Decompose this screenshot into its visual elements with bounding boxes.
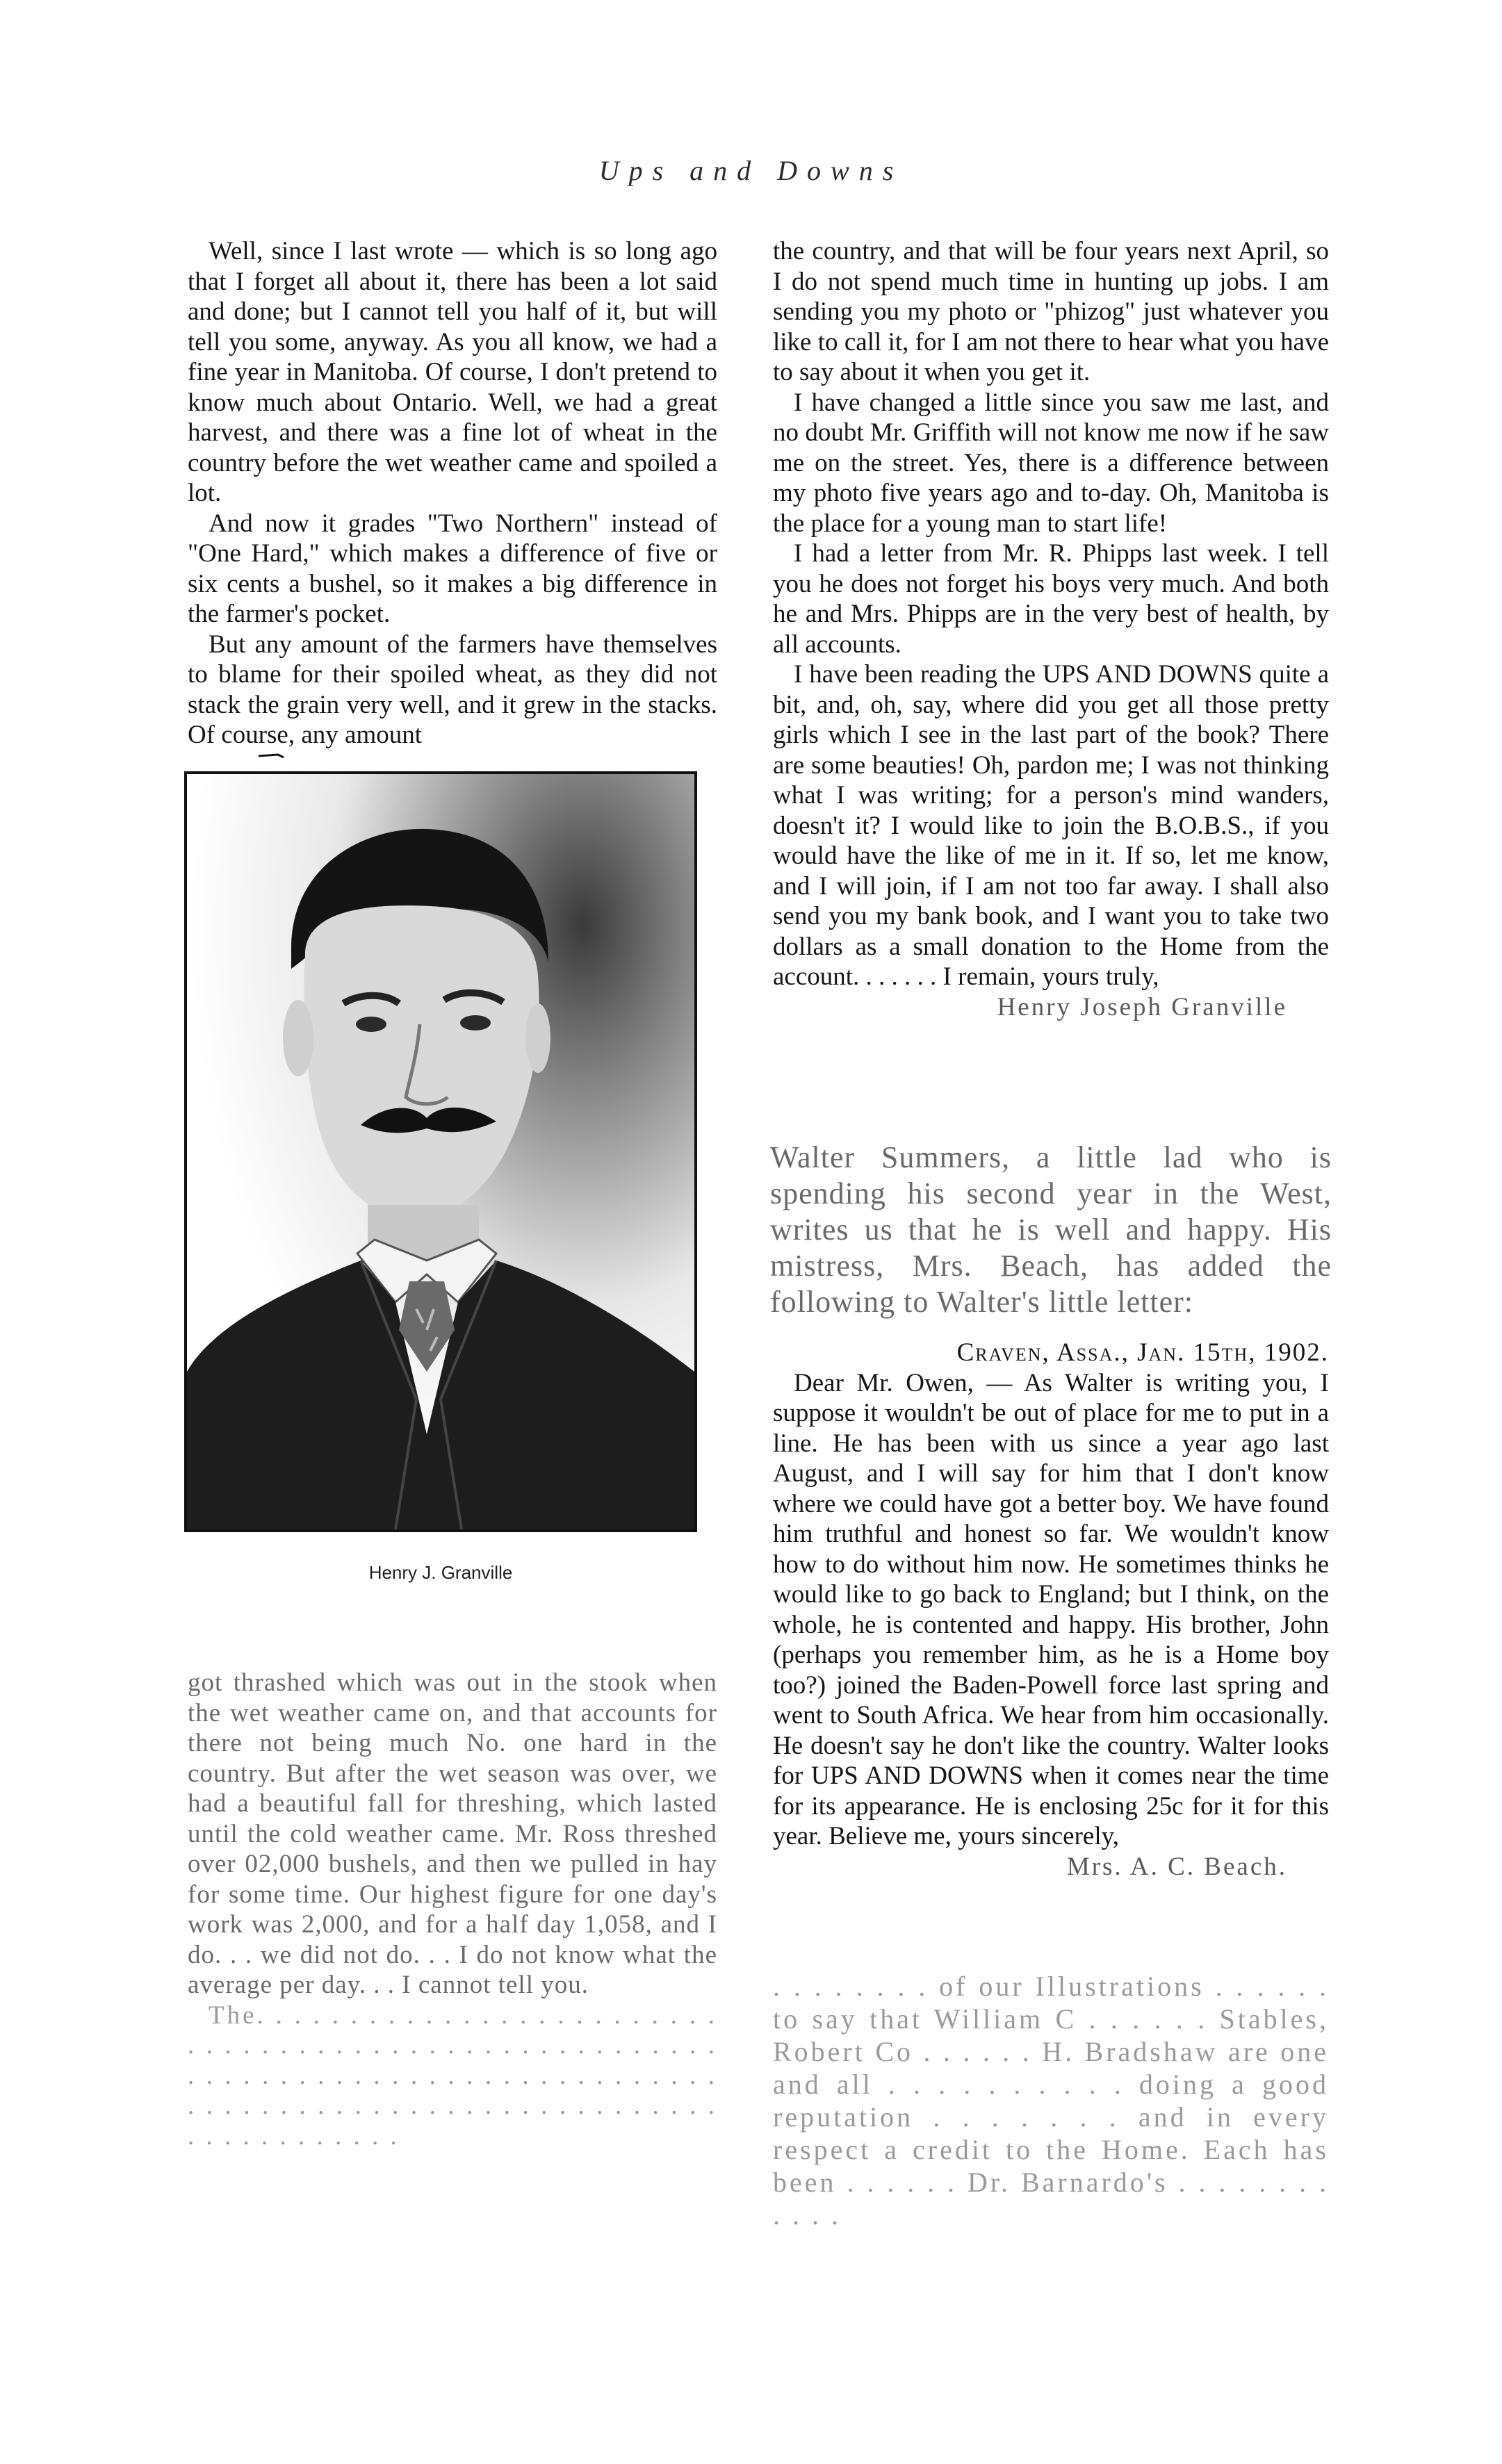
letter-block (773, 1338, 1329, 1946)
paragraph: I had a letter from Mr. R. Phipps last week. I tell you he does not forget his boys very much. And both he and Mrs. Phipps are in the very best of health, by all accounts. (773, 539, 1329, 659)
photo-caption: Henry J. Granville (368, 1562, 513, 1583)
right-column-top (773, 236, 1329, 1084)
paragraph: And now it grades "Two Northern" instead of "One Hard," which makes a difference of five or six cents a bushel, so it makes a big difference in the farmer's pocket. (188, 509, 717, 628)
letter-dateline: Craven, Assa., Jan. 15th, 1902. (956, 1338, 1329, 1367)
portrait-illustration (187, 774, 694, 1529)
signature: Henry Joseph Granville (997, 992, 1287, 1021)
letter-signature: Mrs. A. C. Beach. (1066, 1852, 1287, 1881)
right-column-bottom: . . . . . . . . of our Illustrations . . . . . . to say that William C . . . . . . Stables, Robert Co . . . . . . H. Bradshaw are one and all . . . . . . . . . . doing a good reputation . . . . . . . and in every respect a credit to the Home. Each has been . . . . . . Dr. Barnardo's . . . . . . . . . . . . (773, 1971, 1329, 2231)
paragraph: got thrashed which was out in the stook when the wet weather came on, and that accounts for there not being much No. one hard in the country. But after the wet season was over, we had a beautiful fall for threshing, which lasted until the cold weather came. Mr. Ross threshed over 02,000 bushels, and then we pulled in hay for some time. Our highest figure for one day's work was 2,000, and for a half day 1,058, and I do. . . we did not do. . . I do not know what the average per day. . . I cannot tell you. (188, 1668, 717, 1999)
photo-corner-mark (257, 752, 285, 760)
paragraph: I have been reading the UPS AND DOWNS quite a bit, and, oh, say, where did you get all those pretty girls which I see in the last part of the book? There are some beauties! Oh, pardon me; I was not thinking what I was writing; for a person's mind wanders, doesn't it? I would like to join the B.O.B.S., if you would have the like of me in it. If so, let me know, and I will join, if I am not too far away. I shall also send you my bank book, and I want you to take two dollars as a small donation to the Home from the account. . . . . . . I remain, yours truly, (773, 660, 1329, 991)
paragraph: But any amount of the farmers have themselves to blame for their spoiled wheat, as they did not stack the grain very well, and it grew in the stacks. Of course, any amount (188, 630, 717, 749)
letter-body: Dear Mr. Owen, — As Walter is writing you, I suppose it wouldn't be out of place for me to put in a line. He has been with us since a year ago last August, and I will say for him that I don't know where we could have got a better boy. We have found him truthful and honest so far. We wouldn't know how to do without him now. He sometimes thinks he would like to go back to England; but I think, on the whole, he is contented and happy. His brother, John (perhaps you remember him, as he is a Home boy too?) joined the Baden-Powell force last spring and went to South Africa. We hear from him occasionally. He doesn't say he don't like the country. Walter looks for UPS AND DOWNS when it comes near the time for its appearance. He is enclosing 25c for it for this year. Believe me, yours sincerely, (773, 1368, 1329, 1850)
paragraph: Well, since I last wrote — which is so long ago that I forget all about it, there has been a lot said and done; but I cannot tell you half of it, but will tell you some, anyway. As you all know, we had a fine year in Manitoba. Of course, I don't pretend to know much about Ontario. Well, we had a great harvest, and there was a fine lot of wheat in the country before the wet weather came and spoiled a lot. (188, 237, 717, 507)
page-header: Ups and Downs (598, 155, 904, 186)
paragraph: the country, and that will be four years next April, so I do not spend much time in hunting up jobs. I am sending you my photo or "phizog" just whatever you like to call it, for I am not there to hear what you have to say about it when you get it. (773, 237, 1329, 386)
left-column-top (188, 236, 717, 749)
editorial-note: Walter Summers, a little lad who is spending his second year in the West, writes us that he is well and happy. His mistress, Mrs. Beach, has added the following to Walter's little letter: (770, 1140, 1332, 1319)
portrait-photo (184, 771, 697, 1532)
paragraph: The. . . . . . . . . . . . . . . . . . . . . . . . . . . . . . . . . . . . . . . . . . . . . . . . . . . . . . . . . . . . . . . . . . . . . . . . . . . . . . . . . . . . . . . . . . . . . . . . . . . . . . . . . . . . . . . . . . . . . . . . . . . . (188, 2001, 717, 2151)
paragraph: I have changed a little since you saw me last, and no doubt Mr. Griffith will not know me now if he saw me on the street. Yes, there is a difference between my photo five years ago and to-day. Oh, Manitoba is the place for a young man to start life! (773, 388, 1329, 538)
left-column-bottom (188, 1668, 717, 2293)
